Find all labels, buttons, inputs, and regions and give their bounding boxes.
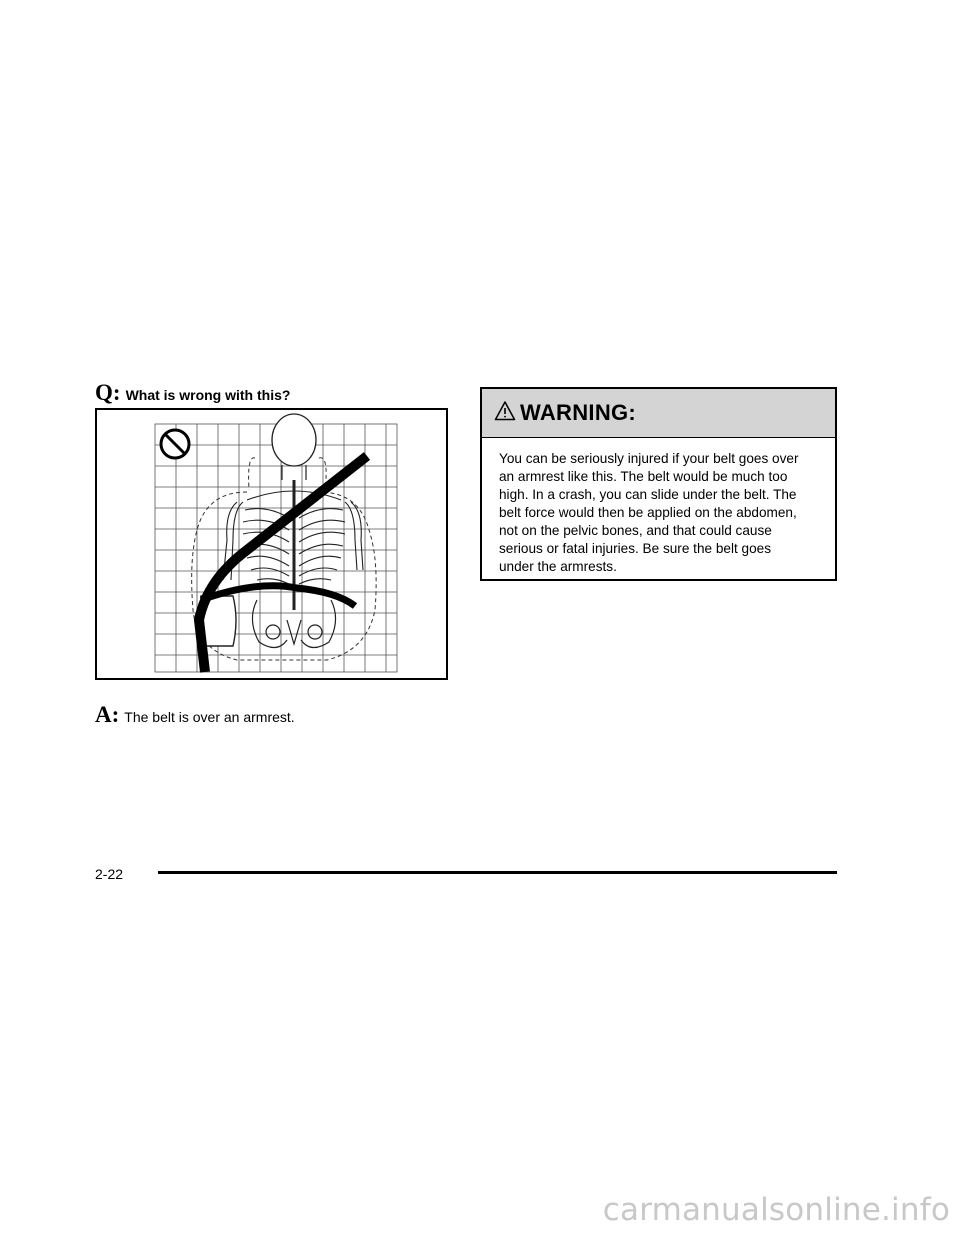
warning-line: an armrest like this. The belt would be much too xyxy=(499,469,788,484)
warning-line: You can be seriously injured if your belt goes over xyxy=(499,451,799,466)
footer-rule xyxy=(158,871,837,874)
warning-line: belt force would then be applied on the abdomen, xyxy=(499,505,797,520)
warning-line: serious or fatal injuries. Be sure the belt goes xyxy=(499,541,772,556)
question-label: Q: xyxy=(95,380,121,405)
warning-line: high. In a crash, you can slide under the belt. The xyxy=(499,487,797,502)
skeleton-belt-drawing xyxy=(97,410,446,678)
warning-line: under the armrests. xyxy=(499,559,617,574)
answer-text: The belt is over an armrest. xyxy=(124,709,295,725)
warning-box xyxy=(480,387,837,581)
warning-title: WARNING: xyxy=(520,400,637,425)
warning-triangle-icon xyxy=(494,400,516,422)
warning-header xyxy=(482,389,835,438)
warning-text xyxy=(482,438,835,576)
question xyxy=(95,380,290,406)
no-prohibition-icon xyxy=(161,430,189,458)
answer-label: A: xyxy=(95,702,120,727)
answer xyxy=(95,702,295,728)
seatbelt-illustration xyxy=(95,408,448,680)
warning-line: not on the pelvic bones, and that could cause xyxy=(499,523,772,538)
page-number: 2-22 xyxy=(95,866,124,882)
question-text: What is wrong with this? xyxy=(125,387,291,403)
watermark: carmanualsonline.info xyxy=(602,1192,950,1228)
